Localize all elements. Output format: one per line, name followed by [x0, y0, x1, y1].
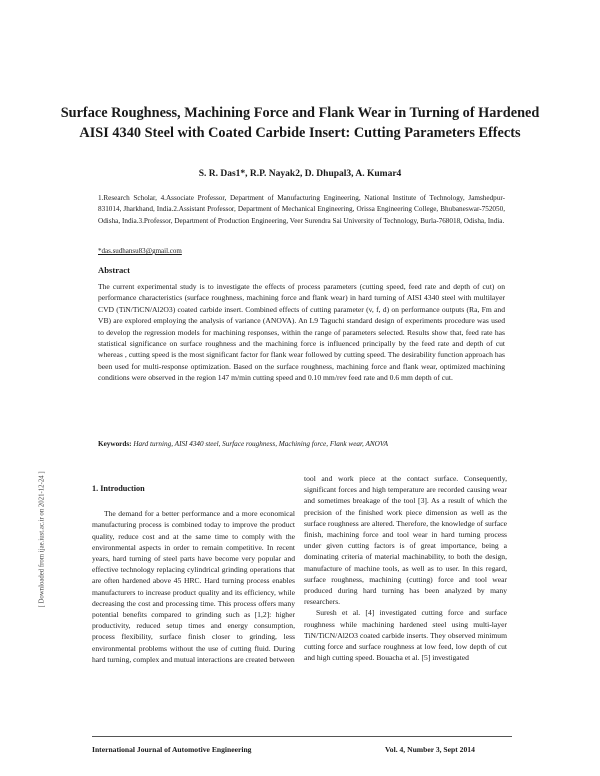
keywords-label: Keywords:: [98, 440, 132, 448]
abstract-text: The current experimental study is to investigate the effects of process parameters (cutting speed, feed rate and depth of cut) on performance characteristics (surface roughness, machining force and flank wear) in hard turning of AISI 4340 steel with multilayer CVD (TiN/TiCN/Al2O3) coated carbide insert. Combined effects of cutting parameter (v, f, d) on performance outputs (Ra, Fm and VB) are explored employing the analysis of variance (ANOVA). An L9 Taguchi standard design of experiments procedure was used to develop the regression models for machining responses, within the range of parameters selected. Results show that, feed rate has statistical significance on surface roughness and the machining force is influenced principally by the feed rate and depth of cut whereas , cutting speed is the most significant factor for flank wear followed by cutting speed. The desirability function approach has been used for multi-response optimization. Based on the surface roughness, machining force and flank wear, optimized machining conditions were observed in the region 147 m/min cutting speed and 0.10 mm/rev feed rate and 0.6 mm depth of cut.: [98, 282, 505, 383]
keywords-text: Hard turning, AISI 4340 steel, Surface roughness, Machining force, Flank wear, ANOVA: [133, 440, 389, 448]
abstract-heading: Abstract: [98, 265, 130, 275]
keywords: [98, 440, 505, 448]
download-watermark: [ Downloaded from ijae.iust.ac.ir on 2021-12-24 ]: [38, 471, 46, 608]
corresponding-email[interactable]: *das.sudhansu83@gmail.com: [98, 247, 182, 255]
intro-paragraph-3: Suresh et al. [4] investigated cutting force and surface roughness while machining hardened steel using multi-layer TiN/TiCN/Al2O3 coated carbide inserts. They observed minimum cutting force and surface roughness at low feed, low depth of cut and high cutting speed. Bouacha et al. [5] investigated: [304, 608, 507, 663]
left-column: [92, 473, 295, 665]
intro-paragraph-1: The demand for a better performance and a more economical manufacturing process is combined today to improve the product quality, reduce cost and at the same time to comply with the environmental aspects in order to remain competitive. In recent years, hard turning of steel parts have become very popular and effective technology replacing cylindrical grinding operations that are often hardened above 45 HRC. Hard turning process enables manufacturers to increase product quality and its efficiency, while decreasing the cost and processing time. This process offers many potential benefits compared to grinding such as [1,2]: higher productivity, reduced setup times and energy consumption, process flexibility, surface finish closer to grinding, less environmental problems without the use of cutting fluid. During hard turning, complex and mutual interactions are created between: [92, 509, 295, 664]
introduction-heading: 1. Introduction: [92, 484, 145, 493]
footer-rule: [92, 736, 512, 737]
paper-title: Surface Roughness, Machining Force and Flank Wear in Turning of Hardened AISI 4340 Steel with Coated Carbide Insert: Cutting Parameters Effects: [60, 105, 540, 141]
journal-name: International Journal of Automotive Engineering: [92, 745, 252, 754]
author-list: S. R. Das1*, R.P. Nayak2, D. Dhupal3, A. Kumar4: [198, 169, 402, 179]
right-column: [304, 473, 507, 663]
volume-info: Vol. 4, Number 3, Sept 2014: [385, 745, 475, 754]
intro-paragraph-2: tool and work piece at the contact surface. Consequently, significant forces and high temperature are recorded causing wear and sometimes breakage of the tool [3]. As a result of which the precision of the finished work piece dimension as well as the surface roughness are altered. Therefore, the knowledge of surface finish, machining force and tool wear in hard turning process under given cutting factors is of great importance, being a dominating criteria of material machinability, to both the design, manufacture of machine tools, as well as to user. In this regard, surface roughness, machining (cutting) force and tool wear produced during hard turning has been analyzed by many researchers.: [304, 474, 507, 607]
affiliations: 1.Research Scholar, 4.Associate Professor, Department of Manufacturing Engineering, National Institute of Technology, Jamshedpur-831014, Jharkhand, India.2.Assistant Professor, Department of Mechanical Engineering, Orissa Engineering College, Bhubaneswar-752050, Odisha, India.3.Professor, Department of Production Engineering, Veer Surendra Sai University of Technology, Burla-768018, Odisha, India.: [98, 194, 505, 225]
